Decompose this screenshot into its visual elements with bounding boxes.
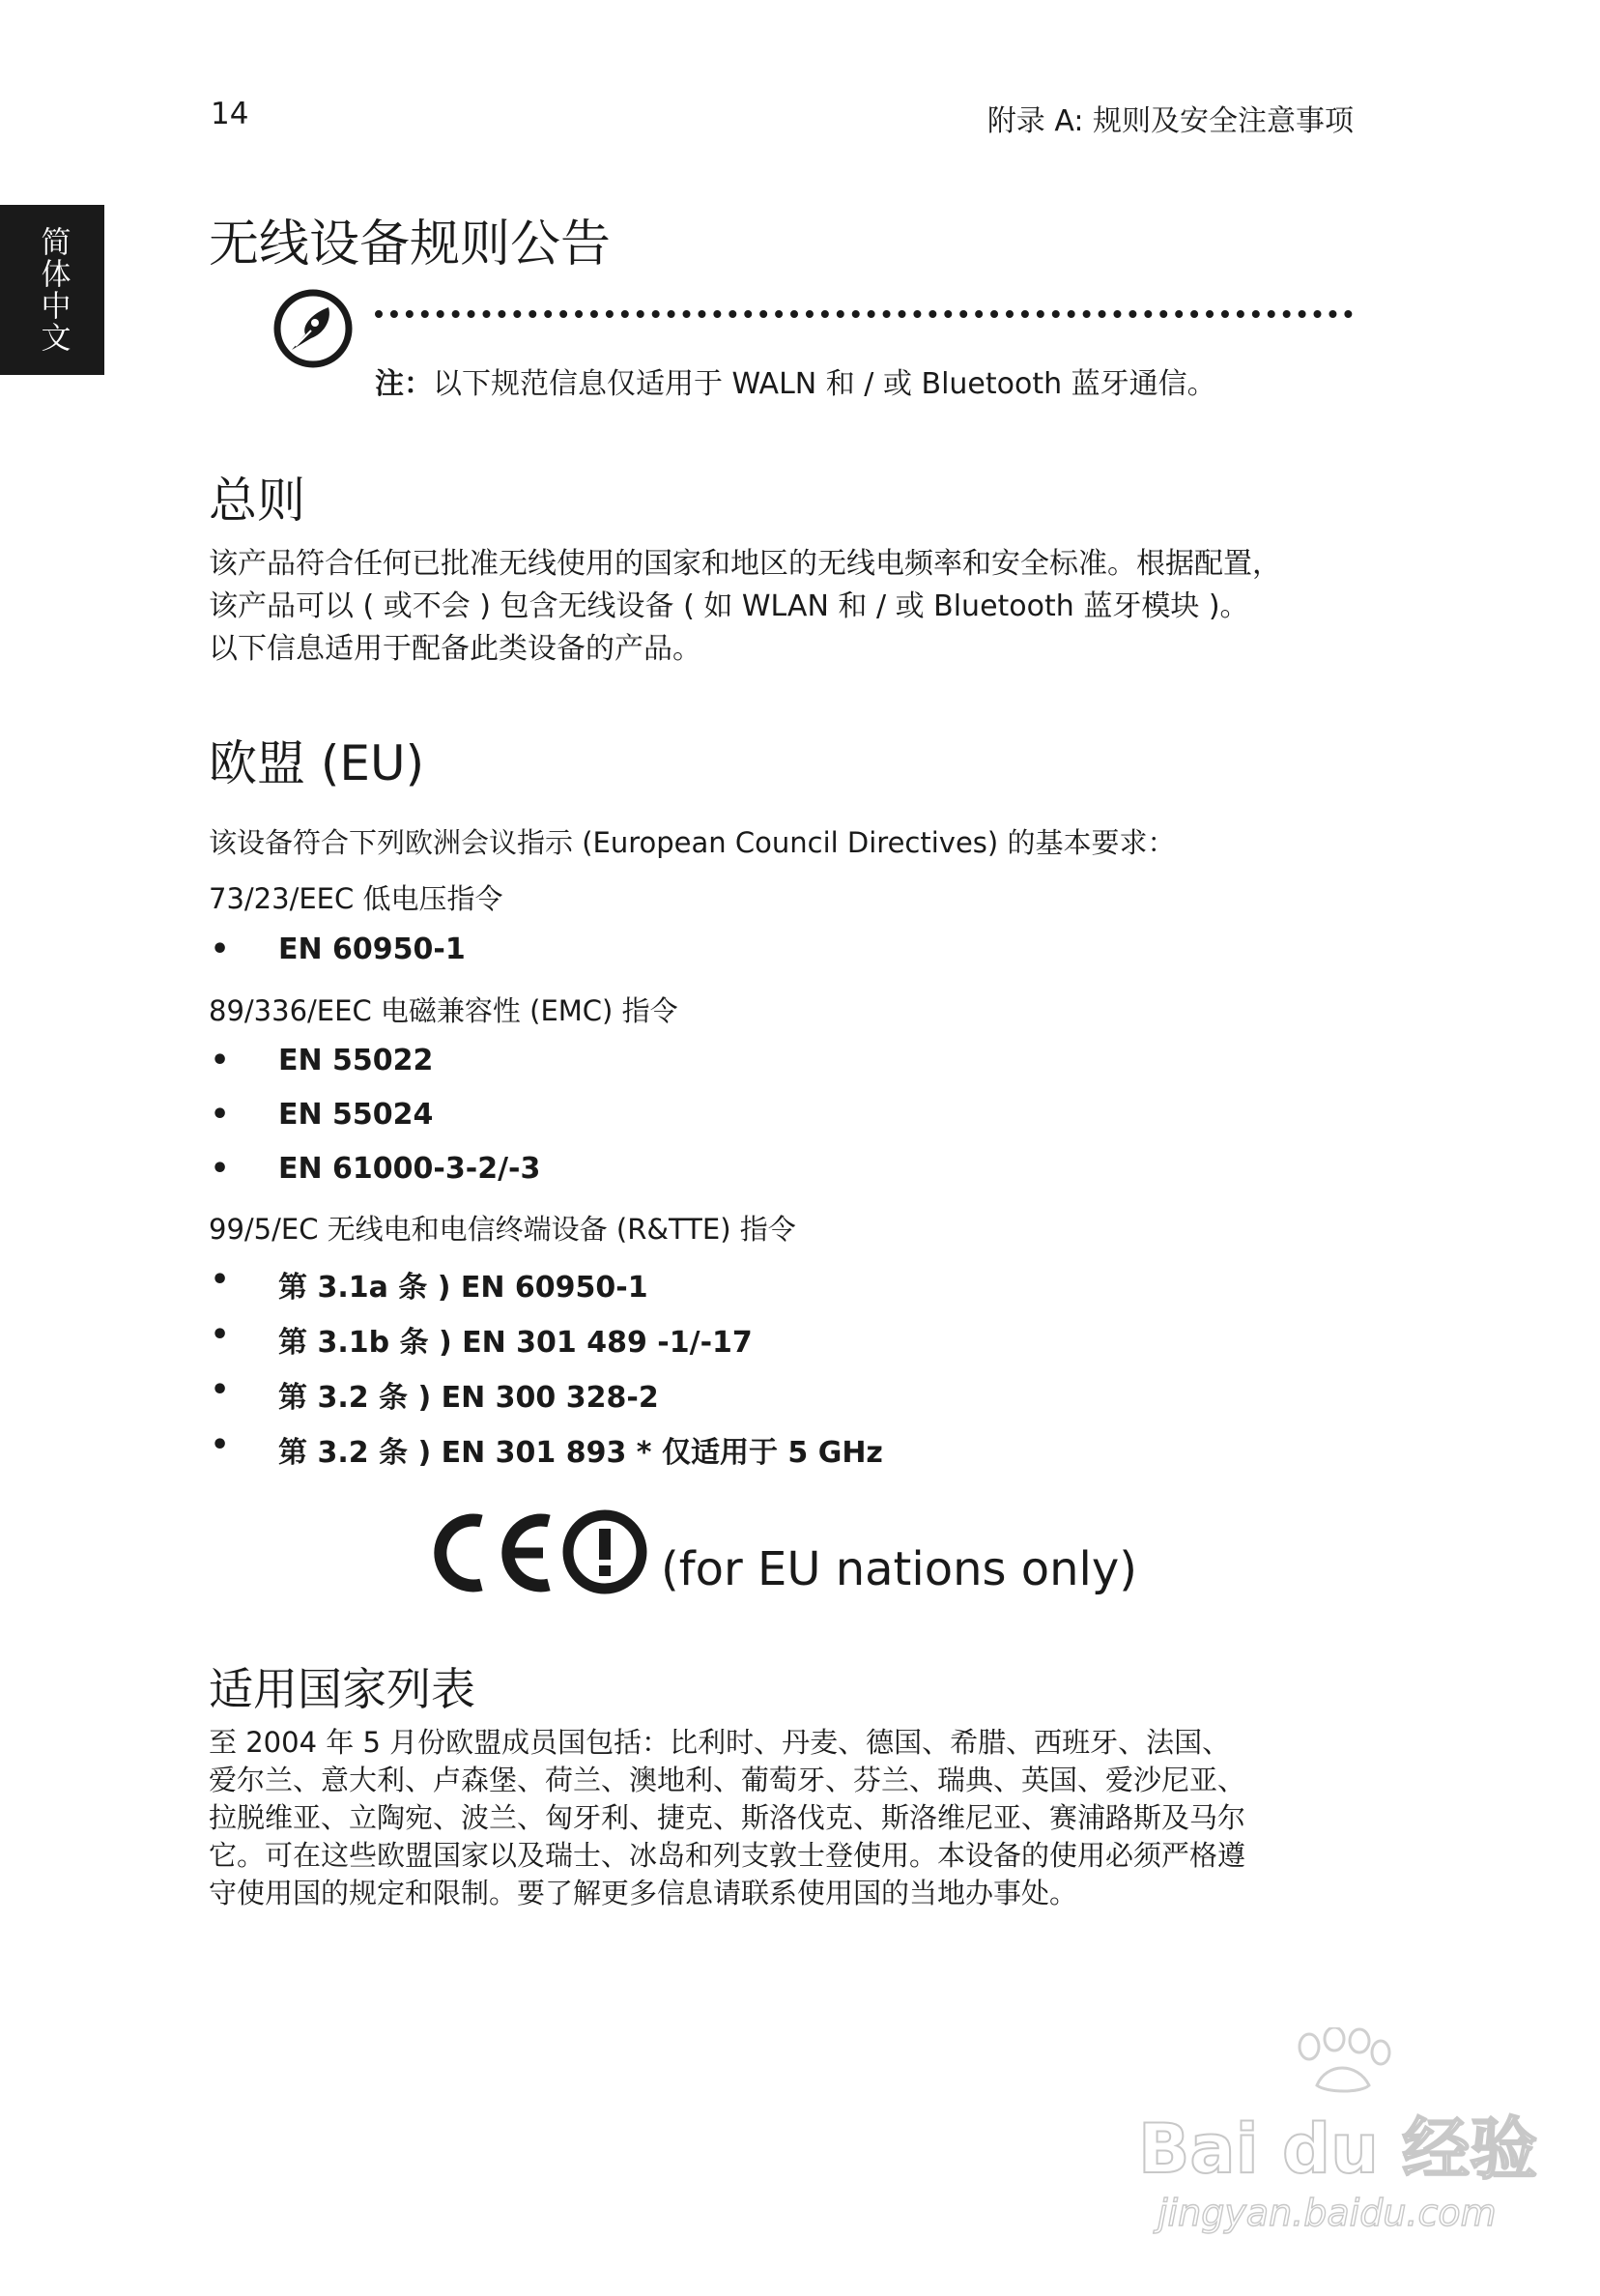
pen-nib-note-icon (272, 288, 354, 369)
general-line: 以下信息适用于配备此类设备的产品。 (209, 632, 701, 666)
ce-alert-mark-icon (421, 1500, 649, 1606)
bullet-text: 第 3.1a 条 ) EN 60950-1 (278, 1271, 648, 1305)
countries-line: 守使用国的规定和限制。要了解更多信息请联系使用国的当地办事处。 (209, 1877, 1078, 1909)
bullet-item (211, 1428, 883, 1471)
countries-line: 至 2004 年 5 月份欧盟成员国包括：比利时、丹麦、德国、希腊、西班牙、法国、 (209, 1726, 1231, 1759)
running-header: 附录 A: 规则及安全注意事项 (986, 104, 1354, 138)
section-heading-countries: 适用国家列表 (209, 1663, 475, 1715)
note-body: 以下规范信息仅适用于 WALN 和 / 或 Bluetooth 蓝牙通信。 (433, 367, 1216, 401)
eu-intro: 该设备符合下列欧洲会议指示 (European Council Directives) 的基本要求： (209, 826, 1176, 859)
bullet-item (211, 1263, 648, 1306)
general-line: 该产品符合任何已批准无线使用的国家和地区的无线电频率和安全标准。根据配置， (209, 547, 1281, 581)
bullet-item (211, 933, 466, 966)
bullet-item (211, 1318, 753, 1361)
countries-line: 爱尔兰、意大利、卢森堡、荷兰、澳地利、葡萄牙、芬兰、瑞典、英国、爱沙尼亚、 (209, 1764, 1246, 1796)
directive-low-voltage: 73/23/EEC 低电压指令 (209, 882, 503, 915)
bullet-icon: • (211, 1373, 230, 1407)
countries-paragraph (209, 1724, 1368, 1912)
bullet-item (211, 1152, 540, 1186)
bullet-text: 第 3.2 条 ) EN 301 893 * 仅适用于 5 GHz (278, 1436, 883, 1470)
countries-line: 它。可在这些欧盟国家以及瑞士、冰岛和列支敦士登使用。本设备的使用必须严格遵 (209, 1839, 1246, 1872)
bullet-text: 第 3.2 条 ) EN 300 328-2 (278, 1381, 659, 1415)
general-paragraph (209, 543, 1368, 671)
bullet-icon: • (211, 1263, 230, 1297)
baidu-watermark (1119, 2027, 1538, 2250)
language-side-tab (0, 205, 104, 375)
bullet-icon: • (211, 1098, 230, 1132)
bullet-item (211, 1044, 433, 1077)
bullet-icon: • (211, 1318, 230, 1352)
page-number: 14 (211, 97, 249, 131)
watermark-brand: Bai du 经验 (1138, 2109, 1538, 2189)
language-side-tab-label: 简体中文 (35, 226, 71, 354)
directive-emc: 89/336/EEC 电磁兼容性 (EMC) 指令 (209, 994, 678, 1027)
watermark-url: jingyan.baidu.com (1157, 2192, 1497, 2234)
bullet-item (211, 1098, 433, 1132)
bullet-icon: • (211, 1152, 230, 1186)
bullet-text: EN 55024 (278, 1098, 434, 1132)
note-divider (375, 310, 1353, 318)
bullet-text: EN 55022 (278, 1044, 434, 1077)
directive-rtte: 99/5/EC 无线电和电信终端设备 (R&TTE) 指令 (209, 1213, 796, 1246)
countries-line: 拉脱维亚、立陶宛、波兰、匈牙利、捷克、斯洛伐克、斯洛维尼亚、赛浦路斯及马尔 (209, 1801, 1246, 1834)
general-line: 该产品可以 ( 或不会 ) 包含无线设备 ( 如 WLAN 和 / 或 Bluetooth 蓝牙模块 )。 (209, 589, 1249, 623)
bullet-icon: • (211, 933, 230, 966)
bullet-icon: • (211, 1428, 230, 1462)
bullet-icon: • (211, 1044, 230, 1077)
note-label: 注： (375, 367, 433, 401)
section-heading-general: 总则 (209, 473, 305, 529)
bullet-text: 第 3.1b 条 ) EN 301 489 -1/-17 (278, 1326, 753, 1360)
ce-mark-caption: (for EU nations only) (661, 1542, 1138, 1596)
bullet-text: EN 60950-1 (278, 933, 466, 966)
section-heading-eu: 欧盟 (EU) (209, 735, 425, 791)
paw-logo-icon (1288, 2027, 1394, 2095)
bullet-text: EN 61000-3-2/-3 (278, 1152, 541, 1186)
page-title: 无线设备规则公告 (209, 215, 612, 273)
note-text (375, 359, 1216, 402)
bullet-item (211, 1373, 659, 1416)
